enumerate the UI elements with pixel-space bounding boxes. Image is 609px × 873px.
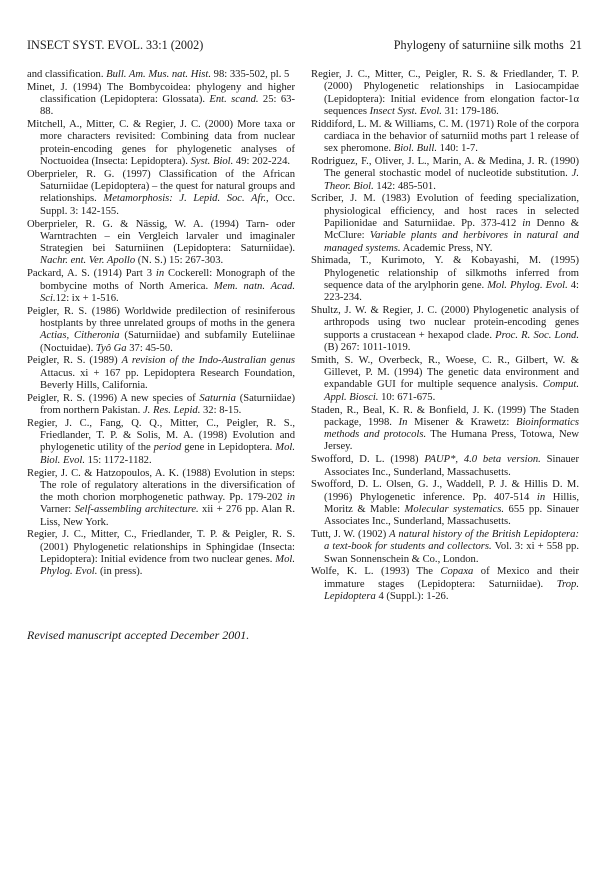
- reference-italic-text: period: [153, 442, 182, 454]
- reference-text: Sinauer Associates Inc., Sunderland, Massachusetts.: [324, 454, 580, 478]
- reference-text: Minet, J. (1994) The Bombycoidea: phylogeny and higher classification (Lepidoptera: Glossata).: [27, 81, 295, 106]
- reference-text: Rodriguez, F., Oliver, J. L., Marin, A. & Medina, J. R. (1990) The general stochastic model of nucleotide substitution.: [311, 156, 579, 180]
- reference-text: 98: 335-502, pl. 5: [211, 69, 290, 80]
- journal-citation: INSECT SYST. EVOL. 33:1 (2002): [27, 38, 204, 52]
- reference-text: 4: 223-234.: [324, 280, 579, 304]
- reference-text: Regier, J. C., Mitter, C., Peigler, R. S. & Friedlander, T. P. (2000) Phylogenetic relationships in Lasiocampidae (Lepidoptera): Initial evidence from elongation factor-1α sequences: [311, 69, 579, 117]
- reference-italic-text: Variable plants and herbivores in natural and managed systems.: [324, 230, 579, 254]
- reference-entry: [311, 479, 579, 528]
- reference-text: 37: 45-50.: [126, 342, 173, 354]
- reference-italic-text: Mol. Phylog. Evol.: [40, 554, 295, 578]
- reference-text: Peigler, R. S. (1996) A new species of: [27, 392, 200, 404]
- running-title: Phylogeny of saturniine silk moths: [393, 38, 564, 52]
- reference-entry: [311, 119, 579, 156]
- reference-entry: [311, 566, 579, 603]
- reference-text: Smith, S. W., Overbeck, R., Woese, C. R., Gilbert, W. & Gillevet, P. M. (1994) The genetic data environment and expandable GUI for multiple sequence analysis.: [311, 354, 579, 391]
- reference-text: Regier, J. C., Mitter, C., Friedlander, T. P. & Peigler, R. S. (2001) Phylogenetic relationships in Sphingidae (Insecta: Lepidoptera): Initial evidence from two nuclear genes.: [27, 529, 295, 566]
- reference-text: (Saturniidae) from northern Pakistan.: [40, 392, 295, 417]
- running-header: [27, 38, 582, 54]
- reference-text: and classification.: [27, 69, 107, 80]
- reference-text: (Saturniidae) and subfamily Euteliinae (Noctuidae).: [40, 330, 295, 354]
- reference-text: Scriber, J. M. (1983) Evolution of feeding specialization, physiological efficiency, and host races in selected Papilionidae and Saturniidae. Pp. 373-412: [311, 193, 579, 230]
- reference-italic-text: Saturnia: [199, 392, 236, 404]
- reference-entry: [311, 69, 579, 118]
- reference-text: Regier, J. C., Fang, Q. Q., Mitter, C., Peigler, R. S., Friedlander, T. P. & Solis, M. A. (1998) Evolution and phylogenetic utility of the: [27, 417, 295, 454]
- reference-italic-text: Trop. Lepidoptera: [324, 578, 579, 602]
- reference-italic-text: Actias, Citheronia: [40, 330, 120, 342]
- reference-italic-text: Biol. Bull.: [393, 143, 437, 155]
- reference-italic-text: Self-assembling architecture.: [74, 504, 199, 516]
- reference-italic-text: Bull. Am. Mus. nat. Hist.: [106, 69, 212, 80]
- reference-italic-text: in: [522, 218, 531, 230]
- reference-text: (in press).: [97, 566, 143, 578]
- reference-text: Academic Press, NY.: [400, 242, 493, 254]
- reference-entry: [27, 393, 295, 418]
- reference-italic-text: Mol. Phylog. Evol.: [487, 280, 568, 292]
- reference-text: Misener & Krawetz:: [407, 416, 517, 428]
- reference-text: Hillis, Moritz & Mable:: [324, 491, 579, 515]
- reference-text: Peigler, R. S. (1986) Worldwide predilection of resiniferous hostplants by three unrelated groups of moths in the genera: [27, 305, 295, 329]
- reference-italic-text: Ent. scand.: [209, 94, 259, 106]
- reference-text: 25: 63-88.: [40, 94, 295, 118]
- reference-entry: [311, 156, 579, 193]
- reference-entry: [27, 468, 295, 529]
- reference-text: Vol. 3: xi + 558 pp. Swan Sonnenschein & Co., London.: [324, 541, 579, 565]
- reference-text: 49: 202-224.: [233, 156, 291, 168]
- reference-text: 140: 1-7.: [437, 143, 478, 155]
- running-title-and-page: [394, 38, 582, 53]
- reference-text: Oberprieler, R. G. (1997) Classification of the African Saturniidae (Lepidoptera) – the quest for natural groups and relationships.: [27, 168, 295, 205]
- reference-text: gene in Lepidoptera.: [181, 442, 276, 454]
- reference-entry: [311, 355, 579, 404]
- reference-text: 15: 1172-1182.: [85, 454, 152, 466]
- reference-italic-text: In: [398, 416, 408, 428]
- references-left-column: [27, 69, 295, 579]
- reference-text: Mitchell, A., Mitter, C. & Regier, J. C. (2000) More taxa or more characters revisited: Combining data from nuclear protein-encoding genes for phylogenetic analyses of Noctuoidea (Insecta: Lepidoptera).: [27, 119, 295, 168]
- reference-entry: [27, 119, 295, 168]
- reference-text: Shimada, T., Kurimoto, Y. & Kobayashi, M. (1995) Phylogenetic relationship of silkmoths inferred from sequence data of the arylphorin gene.: [311, 255, 579, 292]
- reference-entry: [311, 193, 579, 254]
- reference-text: 31: 179-186.: [441, 105, 499, 117]
- reference-text: Packard, A. S. (1914) Part 3: [27, 268, 156, 280]
- reference-text: (N. S.) 15: 267-303.: [135, 255, 224, 267]
- reference-text: of Mexico and their immature stages (Lepidoptera: Saturniidae).: [324, 566, 579, 590]
- reference-text: 4 (Suppl.): 1-26.: [375, 590, 449, 602]
- page-number: 21: [569, 38, 582, 52]
- reference-entry: [311, 529, 579, 566]
- reference-entry: [27, 355, 295, 392]
- reference-entry: [311, 454, 579, 479]
- reference-text: Shultz, J. W. & Regier, J. C. (2000) Phylogenetic analysis of arthropods using two nuclear protein-encoding genes supports a crustacean + hexapod clade.: [311, 305, 579, 341]
- reference-entry: [27, 169, 295, 218]
- reference-text: (B) 267: 1011-1019.: [324, 342, 411, 354]
- reference-text: Occ. Suppl. 3: 142-155.: [40, 193, 295, 217]
- reference-entry: [27, 418, 295, 467]
- reference-text: The Humana Press, Totowa, New Jersey.: [324, 429, 579, 453]
- reference-entry: [311, 405, 579, 454]
- reference-text: 12: ix + 1-516.: [55, 292, 119, 304]
- reference-text: Attacus. xi + 167 pp. Lepidoptera Research Foundation, Beverly Hills, California.: [40, 367, 295, 391]
- reference-text: 655 pp. Sinauer Associates Inc., Sunderland, Massachusetts.: [324, 503, 579, 528]
- reference-italic-text: Bioinformatics methods and protocols.: [324, 416, 579, 441]
- reference-text: Cockerell: Monograph of the bombycine moths of North America.: [40, 268, 295, 292]
- reference-italic-text: Copaxa: [440, 566, 474, 578]
- reference-italic-text: J. Res. Lepid.: [142, 405, 201, 417]
- reference-text: Riddiford, L. M. & Williams, C. M. (1971) Role of the corpora cardiaca in the behavior of saturniid moths part 1 release of sex pheromone.: [311, 118, 579, 155]
- reference-italic-text: A natural history of the British Lepidoptera: a text-book for students and collectors.: [324, 528, 579, 553]
- reference-text: 32: 8-15.: [200, 405, 242, 417]
- reference-entry: [27, 69, 295, 81]
- reference-text: Tutt, J. W. (1902): [311, 528, 390, 540]
- reference-entry: [311, 305, 579, 354]
- reference-italic-text: Comput. Appl. Biosci.: [324, 379, 579, 403]
- reference-text: Swofford, D. L. Olsen, G. J., Waddell, P. J. & Hillis D. M. (1996) Phylogenetic inference. Pp. 407-514: [311, 479, 579, 503]
- reference-italic-text: A revision of the Indo-Australian genus: [121, 355, 296, 367]
- reference-text: 142: 485-501.: [373, 180, 436, 192]
- manuscript-note: Revised manuscript accepted December 2001.: [27, 628, 250, 642]
- reference-italic-text: Tyô Ga: [95, 342, 127, 354]
- reference-italic-text: Insect Syst. Evol.: [369, 105, 442, 117]
- reference-entry: [27, 268, 295, 305]
- reference-text: xii + 276 pp. Alan R. Liss, New York.: [40, 504, 295, 528]
- reference-text: 10: 671-675.: [378, 391, 436, 403]
- reference-italic-text: Syst. Biol.: [190, 156, 234, 168]
- reference-text: Swofford, D. L. (1998): [311, 454, 425, 466]
- reference-text: Staden, R., Beal, K. R. & Bonfield, J. K. (1999) The Staden package, 1998.: [311, 404, 579, 428]
- reference-italic-text: in: [286, 492, 295, 504]
- reference-entry: [27, 529, 295, 578]
- reference-italic-text: Molecular systematics.: [404, 503, 505, 515]
- reference-italic-text: PAUP*, 4.0 beta version.: [424, 454, 541, 466]
- reference-entry: [311, 255, 579, 304]
- reference-entry: [27, 82, 295, 119]
- reference-text: Peigler, R. S. (1989): [27, 355, 122, 367]
- reference-italic-text: in: [155, 268, 165, 280]
- reference-italic-text: Proc. R. Soc. Lond.: [495, 329, 579, 341]
- reference-entry: [27, 219, 295, 268]
- reference-italic-text: J. Theor. Biol.: [324, 168, 579, 192]
- reference-text: Wolfe, K. L. (1993) The: [311, 566, 441, 578]
- reference-italic-text: Mol. Biol. Evol.: [40, 442, 295, 466]
- reference-text: Oberprieler, R. G. & Nässig, W. A. (1994) Tarn- oder Warntrachten – ein Vergleich larvaler und imaginaler Strategien bei Saturniinen (Lepidoptera: Saturniidae).: [27, 218, 295, 255]
- references-right-column: [311, 69, 579, 604]
- reference-text: Denno & McClure:: [324, 218, 580, 242]
- reference-italic-text: in: [536, 491, 546, 503]
- reference-italic-text: Nachr. ent. Ver. Apollo: [40, 255, 136, 267]
- reference-italic-text: Mem. natn. Acad. Sci.: [40, 280, 295, 304]
- reference-italic-text: Metamorphosis: J. Lepid. Soc. Afr.,: [103, 193, 269, 205]
- reference-entry: [27, 306, 295, 355]
- reference-text: Regier, J. C. & Hatzopoulos, A. K. (1988) Evolution in steps: The role of regulatory alterations in the diversification of the moth chorion morphogenetic pathway. Pp. 179-202: [27, 467, 295, 504]
- reference-text: Varner:: [40, 504, 75, 516]
